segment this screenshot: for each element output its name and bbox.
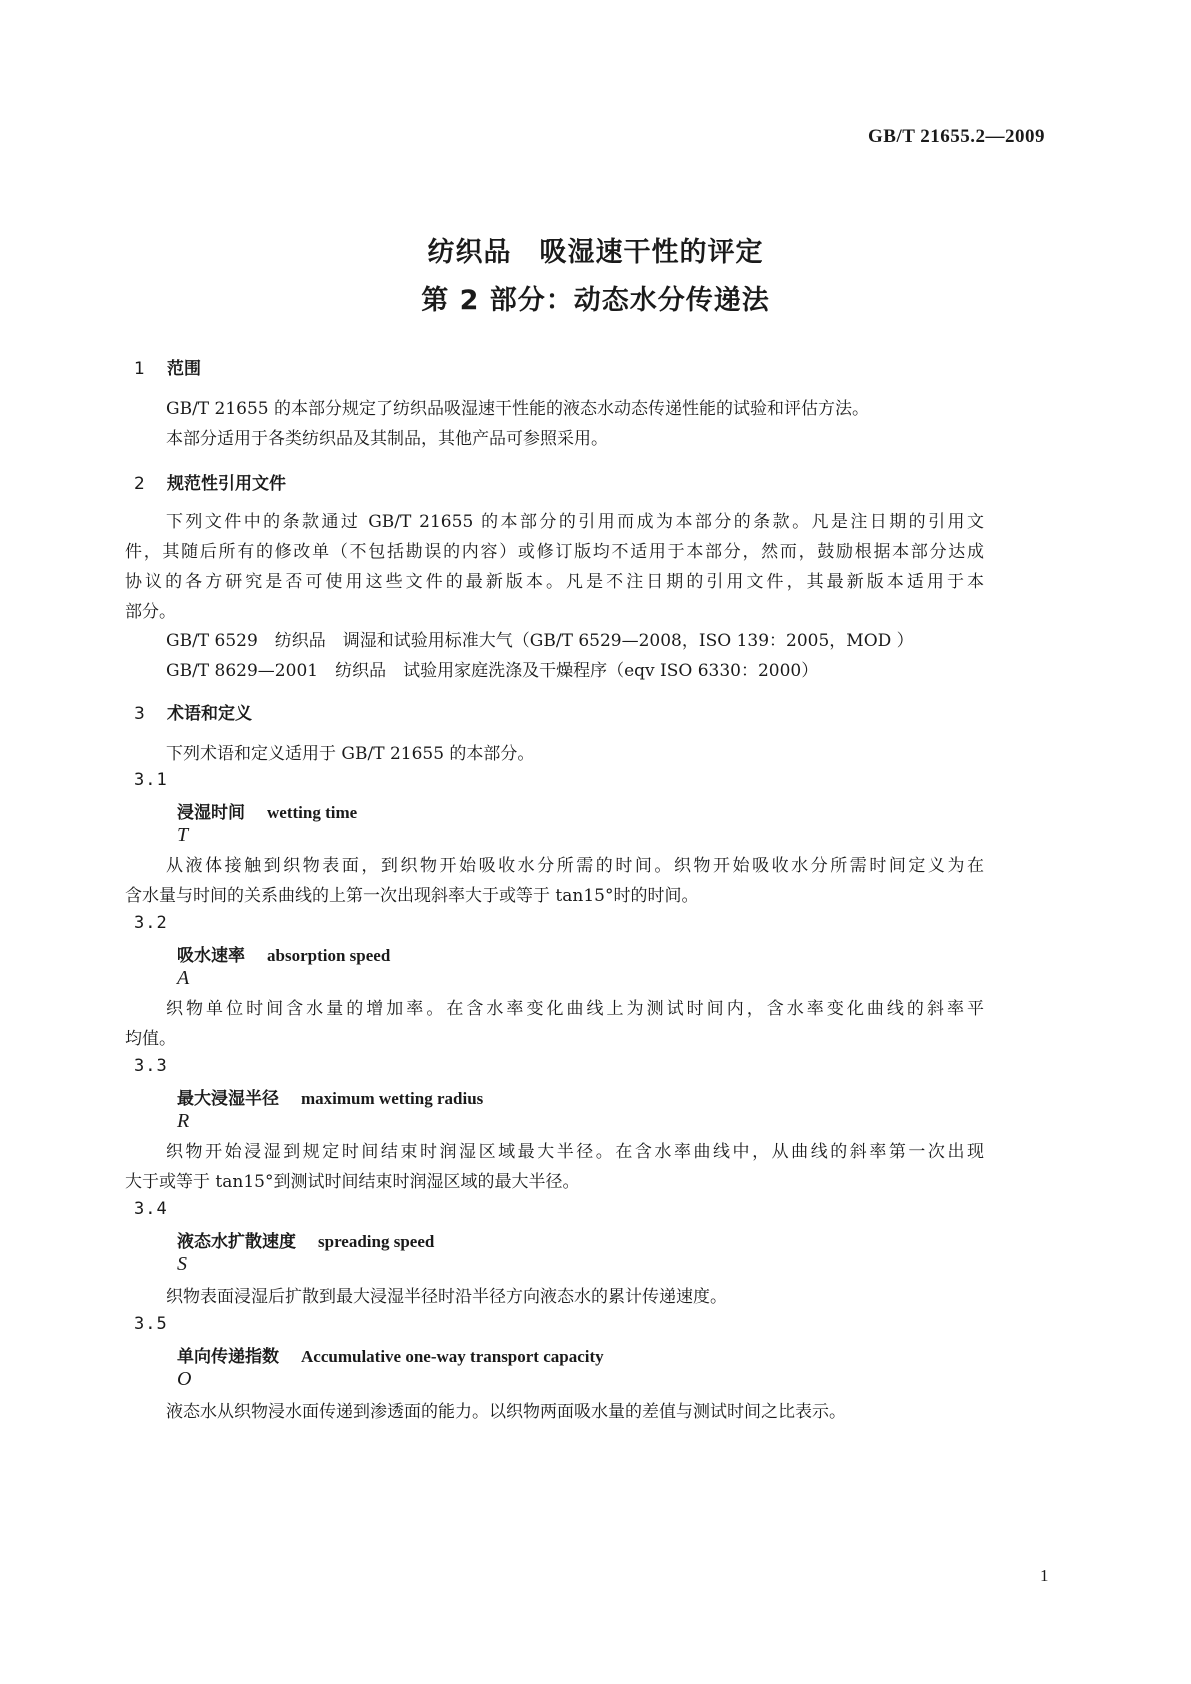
definition-line: 液态水从织物浸水面传递到渗透面的能力。以织物两面吸水量的差值与测试时间之比表示。	[166, 1402, 846, 1422]
definition-line: 织物开始浸湿到规定时间结束时润湿区域最大半径。在含水率曲线中，从曲线的斜率第一次出现	[166, 1142, 984, 1162]
term-cn: 最大浸湿半径	[177, 1089, 279, 1109]
paragraph: 本部分适用于各类纺织品及其制品，其他产品可参照采用。	[166, 429, 608, 449]
section-number: 1	[134, 359, 145, 379]
term-entry	[177, 941, 390, 966]
term-en: Accumulative one-way transport capacity	[301, 1347, 604, 1366]
section-title: 规范性引用文件	[167, 474, 286, 494]
reference-item: GB/T 8629—2001 纺织品 试验用家庭洗涤及干燥程序（eqv ISO 6330：2000）	[166, 661, 819, 681]
term-symbol: R	[177, 1110, 190, 1132]
term-number: 3.4	[134, 1199, 168, 1219]
term-cn: 单向传递指数	[177, 1347, 279, 1367]
definition-line: 织物表面浸湿后扩散到最大浸湿半径时沿半径方向液态水的累计传递速度。	[166, 1287, 727, 1307]
definition-line: 织物单位时间含水量的增加率。在含水率变化曲线上为测试时间内，含水率变化曲线的斜率平	[166, 999, 984, 1019]
term-en: absorption speed	[267, 946, 391, 965]
reference-item: GB/T 6529 纺织品 调湿和试验用标准大气（GB/T 6529—2008，ISO 139：2005，MOD ）	[166, 631, 914, 651]
term-cn: 吸水速率	[177, 946, 245, 966]
section-title: 术语和定义	[167, 704, 252, 724]
document-subtitle: 第 2 部分：动态水分传递法	[421, 285, 770, 316]
definition-line: 从液体接触到织物表面，到织物开始吸收水分所需的时间。织物开始吸收水分所需时间定义为在	[166, 856, 984, 876]
section-title: 范围	[167, 359, 201, 379]
term-en: maximum wetting radius	[301, 1089, 484, 1108]
term-entry	[177, 798, 357, 823]
paragraph: 下列术语和定义适用于 GB/T 21655 的本部分。	[166, 744, 535, 764]
term-cn: 液态水扩散速度	[177, 1232, 296, 1252]
definition-line: 大于或等于 tan15°到测试时间结束时润湿区域的最大半径。	[125, 1172, 580, 1192]
paragraph-line: 下列文件中的条款通过 GB/T 21655 的本部分的引用而成为本部分的条款。凡是注日期的引用文	[166, 512, 984, 532]
paragraph-line: 协议的各方研究是否可使用这些文件的最新版本。凡是不注日期的引用文件，其最新版本适用于本	[125, 572, 984, 592]
term-entry	[177, 1227, 434, 1252]
term-number: 3.3	[134, 1056, 168, 1076]
section-number: 2	[134, 474, 145, 494]
section-heading-normative-references	[134, 469, 286, 494]
section-heading-terms-definitions	[134, 699, 252, 724]
term-en: wetting time	[267, 803, 358, 822]
section-heading-scope	[134, 354, 201, 379]
page-number: 1	[1040, 1566, 1049, 1585]
term-entry	[177, 1342, 604, 1367]
paragraph-line: 部分。	[125, 602, 176, 622]
document-title: 纺织品 吸湿速干性的评定	[427, 237, 764, 268]
definition-line: 含水量与时间的关系曲线的上第一次出现斜率大于或等于 tan15°时的时间。	[125, 886, 699, 906]
term-symbol: A	[177, 967, 190, 989]
term-symbol: T	[177, 824, 189, 846]
term-entry	[177, 1084, 483, 1109]
term-number: 3.2	[134, 913, 168, 933]
term-number: 3.5	[134, 1314, 168, 1334]
term-symbol: O	[177, 1368, 192, 1390]
standard-number: GB/T 21655.2—2009	[868, 126, 1046, 147]
term-en: spreading speed	[318, 1232, 435, 1251]
paragraph: GB/T 21655 的本部分规定了纺织品吸湿速干性能的液态水动态传递性能的试验和评估方法。	[166, 399, 870, 419]
section-number: 3	[134, 704, 145, 724]
term-cn: 浸湿时间	[177, 803, 245, 823]
paragraph-line: 件，其随后所有的修改单（不包括勘误的内容）或修订版均不适用于本部分，然而，鼓励根据本部分达成	[125, 542, 984, 562]
term-number: 3.1	[134, 770, 168, 790]
definition-line: 均值。	[125, 1029, 176, 1049]
term-symbol: S	[177, 1253, 187, 1275]
